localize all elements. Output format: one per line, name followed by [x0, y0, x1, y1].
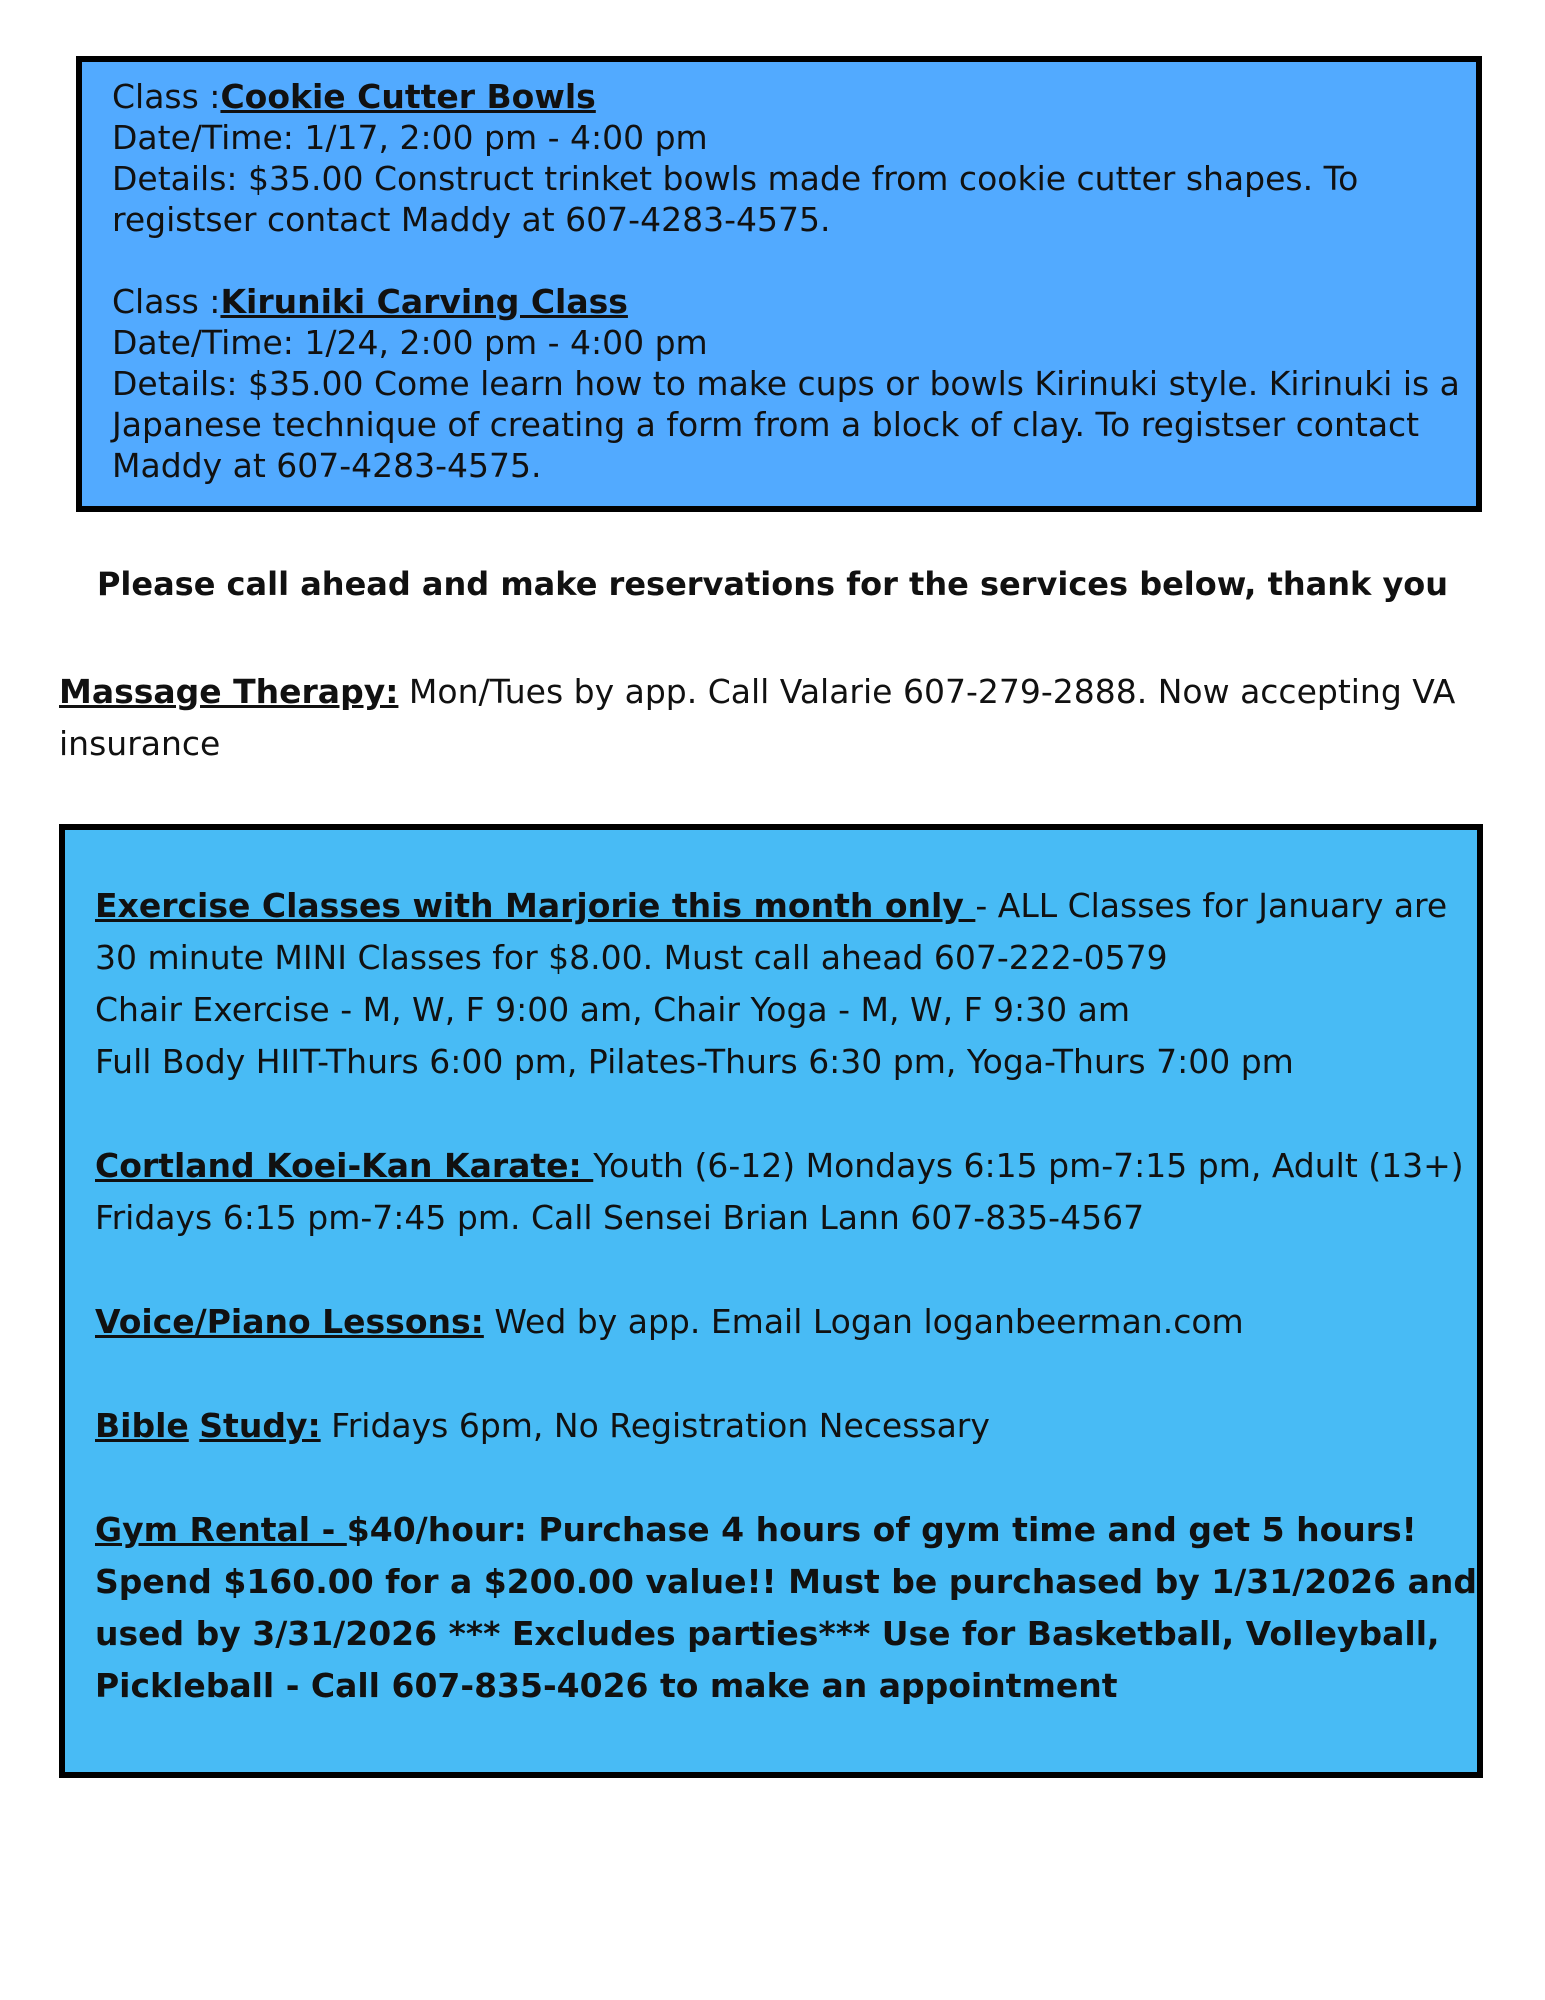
class-title-line — [112, 281, 1450, 322]
gym-rental-section — [95, 1504, 1477, 1712]
gym-rental-text: $40/hour: Purchase 4 hours of gym time and get 5 hours! — [346, 1510, 1417, 1549]
gym-rental-text: Pickleball - Call 607-835-4026 to make an appointment — [95, 1666, 1118, 1705]
massage-label: Massage Therapy: — [59, 672, 399, 711]
exercise-text: 30 minute MINI Classes for $8.00. Must call ahead 607-222-0579 — [95, 938, 1168, 977]
massage-therapy-section — [59, 666, 1479, 770]
class-details: Details: $35.00 Construct trinket bowls made from cookie cutter shapes. To — [112, 159, 1359, 198]
bible-study-text: Fridays 6pm, No Registration Necessary — [320, 1406, 990, 1445]
class-entry — [112, 76, 1450, 240]
class-prefix: Class : — [112, 282, 221, 321]
massage-text-cont: insurance — [59, 724, 221, 763]
bible-label: Bible — [95, 1406, 189, 1445]
class-details: Maddy at 607-4283-4575. — [112, 446, 542, 485]
class-datetime: Date/Time: 1/17, 2:00 pm - 4:00 pm — [112, 118, 708, 157]
exercise-schedule: Full Body HIIT-Thurs 6:00 pm, Pilates-Thurs 6:30 pm, Yoga-Thurs 7:00 pm — [95, 1042, 1294, 1081]
voice-piano-section — [95, 1296, 1447, 1348]
bible-study-section — [95, 1400, 1447, 1452]
gym-rental-text: Spend $160.00 for a $200.00 value!! Must be purchased by 1/31/2026 and — [95, 1562, 1477, 1601]
gym-rental-label: Gym Rental - — [95, 1510, 347, 1549]
class-details: Details: $35.00 Come learn how to make cups or bowls Kirinuki style. Kirinuki is a — [112, 364, 1460, 403]
reservation-notice: Please call ahead and make reservations for the services below, thank you — [96, 565, 1449, 603]
massage-text: Mon/Tues by app. Call Valarie 607-279-2888. Now accepting VA — [398, 672, 1456, 711]
karate-text: Youth (6-12) Mondays 6:15 pm-7:15 pm, Adult (13+) — [593, 1146, 1464, 1185]
class-name: Kiruniki Carving Class — [220, 282, 628, 321]
exercise-text: - ALL Classes for January are — [975, 886, 1448, 925]
karate-section — [95, 1140, 1464, 1244]
study-label: Study: — [199, 1406, 321, 1445]
class-prefix: Class : — [112, 77, 221, 116]
class-details: registser contact Maddy at 607-4283-4575. — [112, 200, 831, 239]
voice-piano-text: Wed by app. Email Logan loganbeerman.com — [483, 1302, 1244, 1341]
class-datetime: Date/Time: 1/24, 2:00 pm - 4:00 pm — [112, 323, 708, 362]
class-name: Cookie Cutter Bowls — [220, 77, 596, 116]
exercise-section — [95, 880, 1447, 1088]
exercise-label: Exercise Classes with Marjorie this month only — [95, 886, 976, 925]
classes-box — [76, 56, 1482, 512]
gym-rental-text: used by 3/31/2026 *** Excludes parties*** Use for Basketball, Volleyball, — [95, 1614, 1440, 1653]
karate-label: Cortland Koei-Kan Karate: — [95, 1146, 594, 1185]
class-details: Japanese technique of creating a form from a block of clay. To registser contact — [112, 405, 1420, 444]
class-entry — [112, 281, 1460, 486]
karate-text: Fridays 6:15 pm-7:45 pm. Call Sensei Brian Lann 607-835-4567 — [95, 1198, 1145, 1237]
class-title-line — [112, 76, 1450, 117]
voice-piano-label: Voice/Piano Lessons: — [95, 1302, 484, 1341]
exercise-schedule: Chair Exercise - M, W, F 9:00 am, Chair Yoga - M, W, F 9:30 am — [95, 990, 1131, 1029]
services-box — [59, 824, 1483, 1778]
